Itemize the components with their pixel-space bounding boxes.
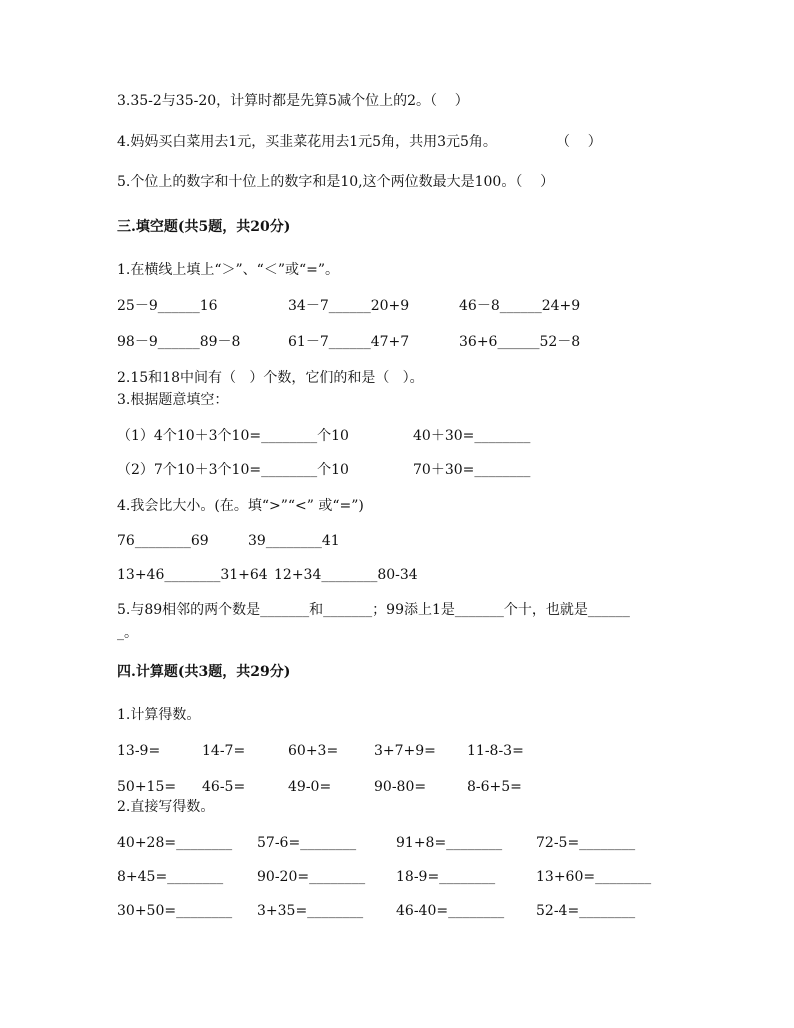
s4-q1-item[interactable]: 46-5= — [202, 779, 246, 795]
s4-q2-title: 2.直接写得数。 — [117, 799, 215, 815]
s4-q2-item[interactable]: 30+50=________ — [117, 903, 233, 919]
section4-heading: 四.计算题(共3题，共29分) — [117, 664, 291, 680]
s3-q4-item[interactable]: 76________69 — [117, 533, 209, 549]
s4-q1-item[interactable]: 50+15= — [117, 779, 177, 795]
s4-q2-item[interactable]: 91+8=________ — [396, 835, 503, 851]
s3-q5-line2[interactable]: _。 — [117, 625, 138, 641]
s3-q1-item[interactable]: 36+6______52－8 — [459, 334, 581, 350]
s4-q2-item[interactable]: 40+28=________ — [117, 835, 233, 851]
s4-q1-item[interactable]: 90-80= — [374, 779, 427, 795]
s4-q1-item[interactable]: 11-8-3= — [467, 743, 524, 759]
s4-q2-item[interactable]: 13+60=________ — [536, 869, 652, 885]
s3-q1-item[interactable]: 25－9______16 — [117, 298, 218, 314]
s3-q3-item[interactable]: （1）4个10＋3个10=________个10 — [117, 428, 349, 444]
s4-q1-item[interactable]: 8-6+5= — [467, 779, 522, 795]
s3-q2[interactable]: 2.15和18中间有（ ）个数，它们的和是（ ）。 — [117, 370, 424, 386]
s3-q4-item[interactable]: 12+34________80-34 — [274, 567, 418, 583]
judge-q4: 4.妈妈买白菜用去1元，买韭菜花用去1元5角，共用3元5角。 — [117, 134, 497, 150]
judge-q4-answer-paren[interactable]: （ ） — [556, 134, 602, 150]
s4-q2-item[interactable]: 8+45=________ — [117, 869, 224, 885]
s3-q3-item[interactable]: （2）7个10＋3个10=________个10 — [117, 462, 349, 478]
s4-q2-item[interactable]: 3+35=________ — [257, 903, 364, 919]
s3-q1-item[interactable]: 34－7______20+9 — [288, 298, 410, 314]
s4-q2-item[interactable]: 46-40=________ — [396, 903, 505, 919]
s4-q1-item[interactable]: 14-7= — [202, 743, 246, 759]
s3-q1-item[interactable]: 46－8______24+9 — [459, 298, 581, 314]
s4-q2-item[interactable]: 90-20=________ — [257, 869, 366, 885]
section3-heading: 三.填空题(共5题，共20分) — [117, 219, 291, 235]
s3-q1-title: 1.在横线上填上“＞”、“＜”或“=”。 — [117, 262, 340, 278]
s3-q1-item[interactable]: 98－9______89－8 — [117, 334, 241, 350]
s3-q3-title: 3.根据题意填空： — [117, 392, 229, 408]
s3-q3-item[interactable]: 40＋30=________ — [413, 428, 531, 444]
s3-q4-title: 4.我会比大小。(在。填“>”“<” 或“=”) — [117, 498, 364, 514]
s4-q1-item[interactable]: 60+3= — [288, 743, 339, 759]
s4-q1-item[interactable]: 49-0= — [288, 779, 332, 795]
s4-q1-title: 1.计算得数。 — [117, 707, 201, 723]
s4-q1-item[interactable]: 13-9= — [117, 743, 161, 759]
s3-q5-line1[interactable]: 5.与89相邻的两个数是_______和_______；99添上1是_______个十，也就是______ — [117, 602, 630, 618]
s4-q2-item[interactable]: 57-6=________ — [257, 835, 357, 851]
judge-q5: 5.个位上的数字和十位上的数字和是10,这个两位数最大是100。（ ） — [117, 174, 555, 190]
s4-q1-item[interactable]: 3+7+9= — [374, 743, 436, 759]
s3-q1-item[interactable]: 61－7______47+7 — [288, 334, 410, 350]
s4-q2-item[interactable]: 52-4=________ — [536, 903, 636, 919]
s3-q3-item[interactable]: 70＋30=________ — [413, 462, 531, 478]
s3-q4-item[interactable]: 13+46________31+64 — [117, 567, 268, 583]
s3-q4-item[interactable]: 39________41 — [248, 533, 340, 549]
s4-q2-item[interactable]: 18-9=________ — [396, 869, 496, 885]
s4-q2-item[interactable]: 72-5=________ — [536, 835, 636, 851]
judge-q3: 3.35-2与35-20，计算时都是先算5减个位上的2。（ ） — [117, 93, 469, 109]
